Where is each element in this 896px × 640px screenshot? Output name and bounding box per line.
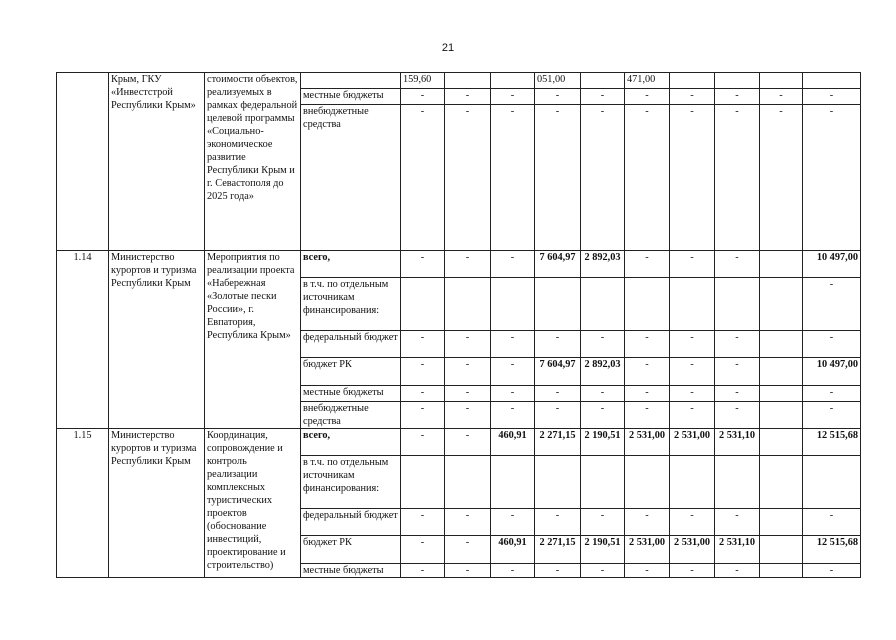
value-cell [760, 73, 803, 89]
value-cell: 051,00 [535, 73, 581, 89]
value-cell: - [445, 386, 491, 402]
value-cell: - [445, 251, 491, 278]
value-cell: - [715, 89, 760, 105]
value-cell [760, 278, 803, 331]
value-cell: - [670, 402, 715, 429]
value-cell: - [491, 89, 535, 105]
value-cell: 2 892,03 [581, 251, 625, 278]
value-cell: - [445, 402, 491, 429]
value-cell: - [491, 331, 535, 358]
value-cell: - [670, 386, 715, 402]
value-cell [760, 536, 803, 564]
value-cell: - [803, 105, 861, 251]
value-cell: - [535, 105, 581, 251]
value-cell: - [715, 402, 760, 429]
value-cell: - [491, 358, 535, 386]
value-cell: - [445, 358, 491, 386]
source-cell: федеральный бюджет [301, 331, 401, 358]
value-cell: - [625, 89, 670, 105]
source-cell: в т.ч. по отдельным источникам финансирования: [301, 278, 401, 331]
value-cell: - [535, 402, 581, 429]
value-cell: - [535, 331, 581, 358]
value-cell: - [803, 89, 861, 105]
source-cell: местные бюджеты [301, 386, 401, 402]
value-cell: 2 271,15 [535, 536, 581, 564]
value-cell: - [401, 251, 445, 278]
executor-cell: Министерство курортов и туризма Республики Крым [109, 429, 205, 578]
value-cell: 2 892,03 [581, 358, 625, 386]
value-cell: 2 531,10 [715, 429, 760, 456]
source-cell: бюджет РК [301, 536, 401, 564]
value-cell: 2 271,15 [535, 429, 581, 456]
value-cell: - [401, 402, 445, 429]
table-row [57, 73, 861, 89]
source-cell: в т.ч. по отдельным источникам финансирования: [301, 456, 401, 509]
total-cell [803, 456, 861, 509]
value-cell: - [670, 509, 715, 536]
executor-cell: Крым, ГКУ «Инвестстрой Республики Крым» [109, 73, 205, 251]
value-cell [760, 509, 803, 536]
value-cell: - [401, 358, 445, 386]
value-cell [670, 456, 715, 509]
value-cell: - [670, 358, 715, 386]
value-cell [760, 358, 803, 386]
value-cell: - [670, 564, 715, 578]
total-cell: 12 515,68 [803, 429, 861, 456]
value-cell: 460,91 [491, 536, 535, 564]
value-cell: 471,00 [625, 73, 670, 89]
row-number: 1.15 [57, 429, 109, 578]
value-cell: - [670, 105, 715, 251]
value-cell [760, 456, 803, 509]
total-cell: - [803, 331, 861, 358]
value-cell: - [715, 564, 760, 578]
value-cell [715, 456, 760, 509]
value-cell [445, 456, 491, 509]
value-cell [535, 456, 581, 509]
value-cell: 2 531,00 [670, 536, 715, 564]
total-cell: - [803, 564, 861, 578]
source-cell: внебюджетные средства [301, 105, 401, 251]
value-cell: - [670, 251, 715, 278]
value-cell: - [401, 536, 445, 564]
value-cell: - [715, 331, 760, 358]
value-cell: - [401, 331, 445, 358]
value-cell [581, 278, 625, 331]
value-cell: - [401, 386, 445, 402]
value-cell: - [401, 564, 445, 578]
value-cell: - [401, 429, 445, 456]
value-cell: - [491, 386, 535, 402]
value-cell: - [491, 509, 535, 536]
value-cell: - [625, 509, 670, 536]
value-cell [445, 278, 491, 331]
total-cell: - [803, 509, 861, 536]
value-cell: - [760, 105, 803, 251]
value-cell: - [581, 105, 625, 251]
value-cell: - [715, 105, 760, 251]
row-number: 1.14 [57, 251, 109, 429]
value-cell: - [581, 402, 625, 429]
row-number [57, 73, 109, 251]
value-cell: - [625, 251, 670, 278]
value-cell: - [491, 251, 535, 278]
value-cell [803, 73, 861, 89]
value-cell: - [625, 358, 670, 386]
value-cell: - [535, 509, 581, 536]
value-cell: - [491, 564, 535, 578]
value-cell: - [445, 429, 491, 456]
value-cell: - [445, 536, 491, 564]
value-cell: - [535, 386, 581, 402]
source-cell [301, 73, 401, 89]
value-cell: - [625, 331, 670, 358]
source-cell: местные бюджеты [301, 89, 401, 105]
value-cell [625, 278, 670, 331]
value-cell: 7 604,97 [535, 251, 581, 278]
value-cell [760, 402, 803, 429]
total-cell: 10 497,00 [803, 358, 861, 386]
value-cell: - [625, 402, 670, 429]
value-cell: - [670, 331, 715, 358]
source-cell: внебюджетные средства [301, 402, 401, 429]
value-cell: - [445, 105, 491, 251]
value-cell: - [625, 105, 670, 251]
value-cell: - [581, 386, 625, 402]
value-cell [760, 386, 803, 402]
executor-cell: Министерство курортов и туризма Республики Крым [109, 251, 205, 429]
table-row [57, 251, 861, 278]
value-cell [401, 456, 445, 509]
value-cell: - [715, 251, 760, 278]
value-cell [760, 564, 803, 578]
value-cell: 2 190,51 [581, 536, 625, 564]
value-cell [760, 251, 803, 278]
source-cell: федеральный бюджет [301, 509, 401, 536]
value-cell [535, 278, 581, 331]
value-cell: - [445, 564, 491, 578]
value-cell: - [401, 105, 445, 251]
value-cell: - [670, 89, 715, 105]
table-row [57, 429, 861, 456]
value-cell: - [760, 89, 803, 105]
source-cell: местные бюджеты [301, 564, 401, 578]
value-cell: 2 531,00 [625, 536, 670, 564]
total-cell: - [803, 386, 861, 402]
total-cell: - [803, 278, 861, 331]
value-cell [491, 73, 535, 89]
total-cell: - [803, 402, 861, 429]
value-cell: - [401, 509, 445, 536]
value-cell: 2 531,00 [670, 429, 715, 456]
measure-cell: Координация, сопровождение и контроль реализации комплексных туристических проектов (обоснование инвестиций, проектирование и строительство) [205, 429, 301, 578]
value-cell: 2 531,10 [715, 536, 760, 564]
value-cell: - [491, 105, 535, 251]
value-cell [581, 456, 625, 509]
measure-cell: Мероприятия по реализации проекта «Набережная «Золотые пески России», г. Евпатория, Республика Крым» [205, 251, 301, 429]
value-cell [445, 73, 491, 89]
value-cell: - [445, 509, 491, 536]
value-cell [401, 278, 445, 331]
value-cell: 2 190,51 [581, 429, 625, 456]
value-cell: 460,91 [491, 429, 535, 456]
measure-cell: стоимости объектов, реализуемых в рамках федеральной целевой программы «Социально-экономическое развитие Республики Крым и г. Севастополя до 2025 года» [205, 73, 301, 251]
value-cell: - [581, 331, 625, 358]
value-cell: - [491, 402, 535, 429]
source-cell: всего, [301, 251, 401, 278]
value-cell: - [625, 386, 670, 402]
value-cell: - [445, 331, 491, 358]
total-cell: 12 515,68 [803, 536, 861, 564]
value-cell: - [581, 89, 625, 105]
value-cell [581, 73, 625, 89]
value-cell: - [715, 386, 760, 402]
source-cell: всего, [301, 429, 401, 456]
value-cell: 159,60 [401, 73, 445, 89]
value-cell: - [581, 564, 625, 578]
value-cell [491, 456, 535, 509]
source-cell: бюджет РК [301, 358, 401, 386]
value-cell: - [401, 89, 445, 105]
value-cell: 2 531,00 [625, 429, 670, 456]
budget-table [56, 72, 861, 578]
value-cell [491, 278, 535, 331]
value-cell [670, 73, 715, 89]
value-cell: - [535, 89, 581, 105]
value-cell [625, 456, 670, 509]
value-cell: - [535, 564, 581, 578]
value-cell: - [625, 564, 670, 578]
value-cell [715, 73, 760, 89]
value-cell [670, 278, 715, 331]
total-cell: 10 497,00 [803, 251, 861, 278]
value-cell: - [581, 509, 625, 536]
value-cell: - [445, 89, 491, 105]
value-cell: - [715, 509, 760, 536]
value-cell [715, 278, 760, 331]
value-cell: - [715, 358, 760, 386]
value-cell [760, 331, 803, 358]
page-number: 21 [441, 42, 455, 54]
value-cell: 7 604,97 [535, 358, 581, 386]
value-cell [760, 429, 803, 456]
